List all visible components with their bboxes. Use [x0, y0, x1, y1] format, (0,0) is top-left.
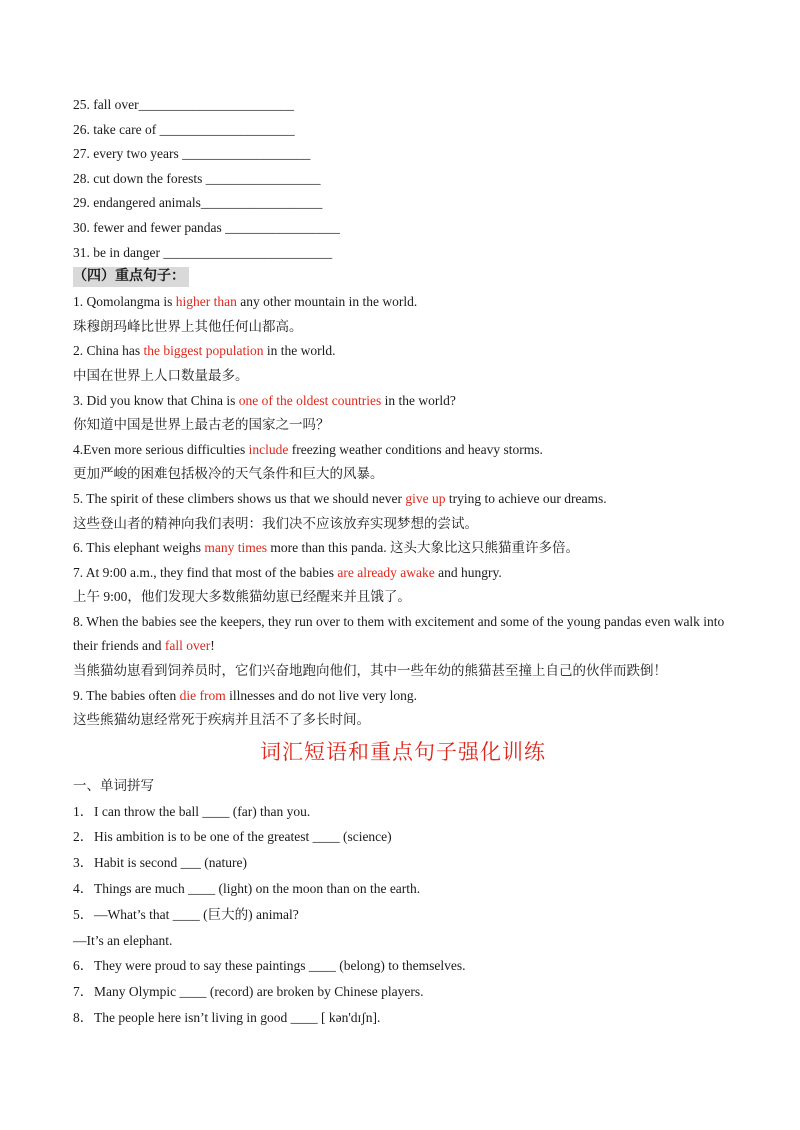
sentence-en: 3. Did you know that China is one of the oldest countries in the world? — [73, 392, 456, 408]
sentence-en: 6. This elephant weighs many times more than this panda. 这头大象比这只熊猫重许多倍。 — [73, 540, 579, 556]
highlight-phrase: one of the oldest countries — [238, 392, 382, 408]
exercise-item: 8．The people here isn’t living in good ____ [ kən'dɪʃn]. — [73, 1010, 381, 1026]
sentence-cn: 这些登山者的精神向我们表明：我们决不应该放弃实现梦想的尝试。 — [73, 515, 478, 531]
phrase-item: 25. fall over_______________________ — [73, 97, 294, 112]
section-heading-key-sentences: （四）重点句子： — [73, 267, 189, 287]
phrase-item: 27. every two years ___________________ — [73, 146, 311, 162]
phrase-item: 29. endangered animals__________________ — [73, 195, 323, 211]
exercise-item: 6．They were proud to say these paintings ____ (belong) to themselves. — [73, 958, 466, 974]
exercise-part-heading: 一、单词拼写 — [73, 777, 154, 793]
sentence-cn: 更加严峻的困难包括极冷的天气条件和巨大的风暴。 — [73, 466, 384, 482]
sentence-cn: 珠穆朗玛峰比世界上其他任何山都高。 — [73, 318, 303, 334]
phrase-list — [73, 93, 733, 265]
phrase-item: 31. be in danger _________________________ — [73, 244, 333, 260]
highlight-phrase: are already awake — [337, 564, 435, 580]
sentence-en: 5. The spirit of these climbers shows us that we should never give up trying to achieve our dreams. — [73, 490, 607, 506]
highlight-phrase: many times — [204, 540, 267, 556]
highlight-phrase: fall over — [164, 638, 211, 654]
exercise-item: 3．Habit is second ___ (nature) — [73, 855, 247, 871]
exercise-item: 4．Things are much ____ (light) on the moon than on the earth. — [73, 881, 421, 897]
document-page — [73, 93, 733, 1031]
key-sentence-list — [73, 290, 733, 733]
exercise-item: 5．—What’s that ____ (巨大的) animal? — [73, 906, 299, 922]
exercise-item: 1．I can throw the ball ____ (far) than you. — [73, 803, 311, 819]
sentence-en: 7. At 9:00 a.m., they find that most of the babies are already awake and hungry. — [73, 564, 502, 580]
phrase-item: 26. take care of ____________________ — [73, 121, 295, 137]
phrase-item: 28. cut down the forests _________________ — [73, 170, 321, 186]
training-title: 词汇短语和重点句子强化训练 — [260, 739, 546, 764]
sentence-en: 4.Even more serious difficulties include freezing weather conditions and heavy storms. — [73, 441, 543, 457]
highlight-phrase: higher than — [175, 294, 237, 310]
highlight-phrase: give up — [405, 490, 446, 506]
sentence-en: 9. The babies often die from illnesses and do not live very long. — [73, 687, 417, 703]
sentence-cn: 中国在世界上人口数量最多。 — [73, 367, 249, 383]
exercise-item: 7．Many Olympic ____ (record) are broken by Chinese players. — [73, 984, 424, 1000]
sentence-cn: 当熊猫幼崽看到饲养员时，它们兴奋地跑向他们，其中一些年幼的熊猫甚至撞上自己的伙伴而跌倒！ — [73, 663, 667, 679]
phrase-item: 30. fewer and fewer pandas _________________ — [73, 219, 340, 235]
exercise-section — [73, 773, 733, 1031]
sentence-en: 1. Qomolangma is higher than any other mountain in the world. — [73, 294, 418, 310]
sentence-cn: 这些熊猫幼崽经常死于疾病并且活不了多长时间。 — [73, 712, 370, 728]
sentence-en: 2. China has the biggest population in the world. — [73, 343, 336, 359]
exercise-item: —It’s an elephant. — [73, 932, 173, 948]
highlight-phrase: include — [248, 441, 289, 457]
sentence-en: 8. When the babies see the keepers, they run over to them with excitement and some of the young pandas even walk into their friends and fall over! — [73, 613, 725, 654]
highlight-phrase: die from — [179, 687, 226, 703]
exercise-item: 2．His ambition is to be one of the greatest ____ (science) — [73, 829, 392, 845]
highlight-phrase: the biggest population — [143, 343, 264, 359]
sentence-cn: 你知道中国是世界上最古老的国家之一吗？ — [73, 417, 330, 433]
sentence-cn: 上午 9:00，他们发现大多数熊猫幼崽已经醒来并且饿了。 — [73, 589, 411, 605]
